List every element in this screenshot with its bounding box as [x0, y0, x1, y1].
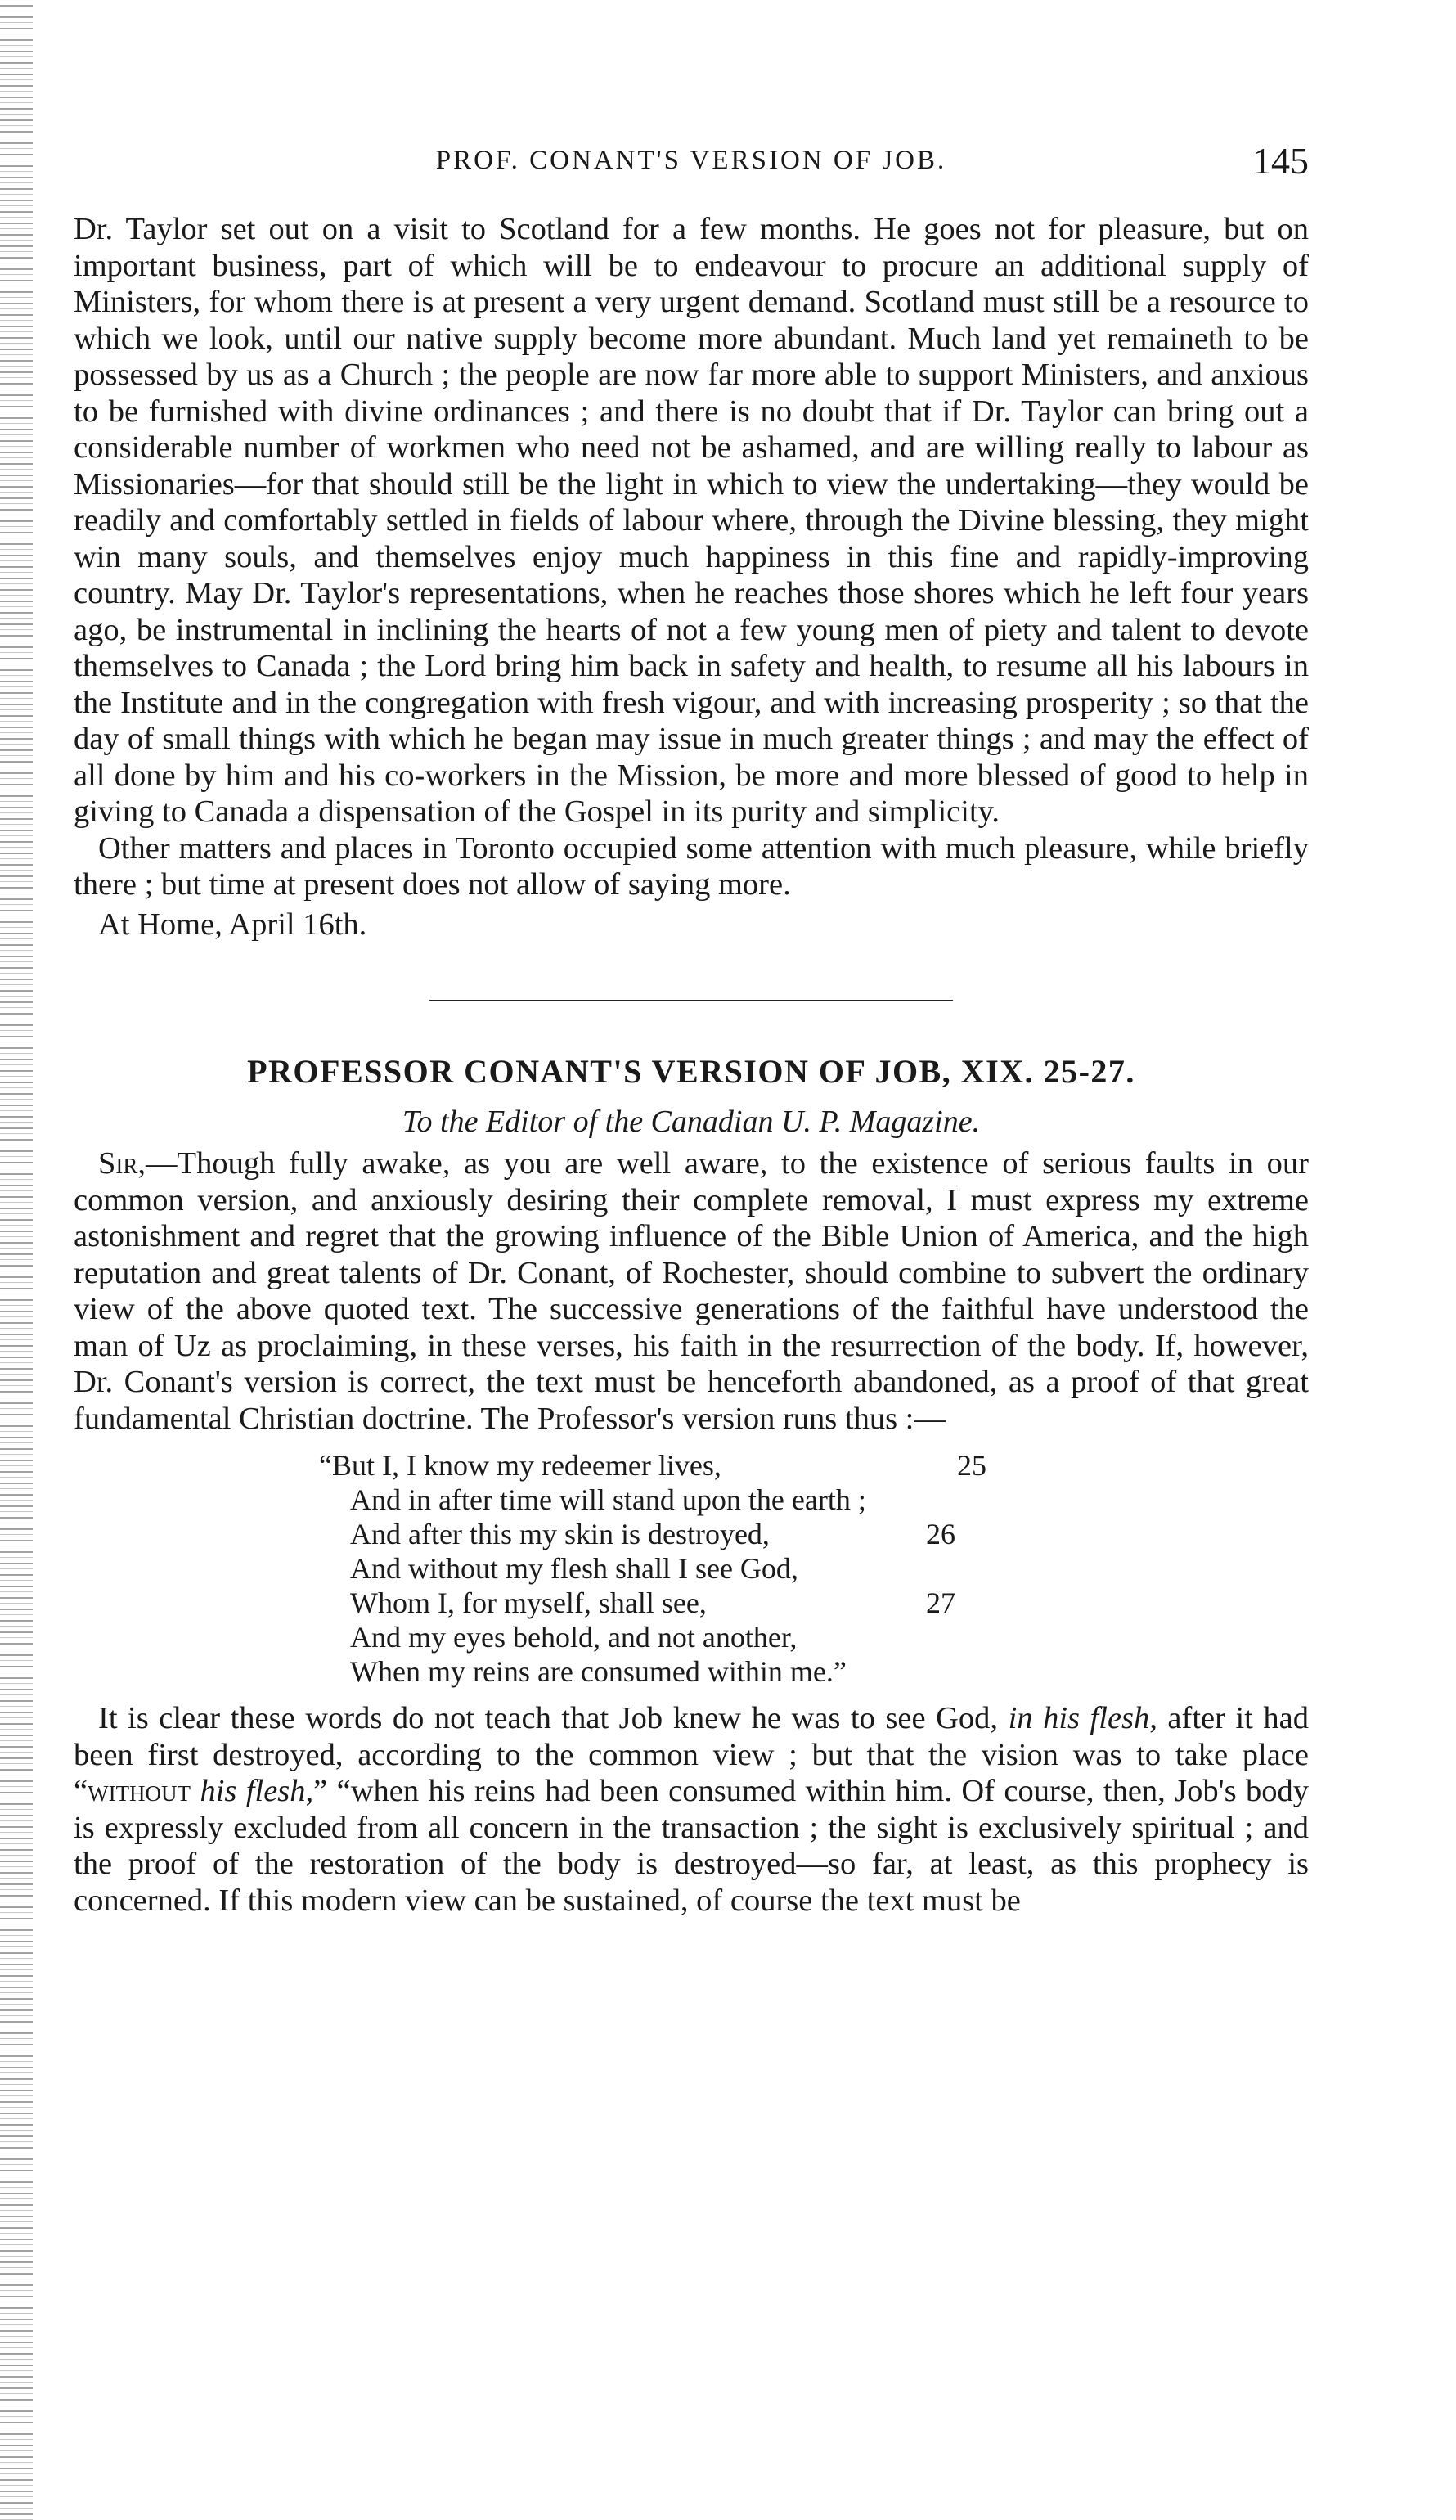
verse-line: When my reins are consumed within me.” [350, 1655, 847, 1688]
running-title: PROF. CONANT'S VERSION OF JOB. [435, 146, 947, 175]
paragraph: It is clear these words do not teach that Job knew he was to see God, in his flesh, after it had been first destroyed, according to the common view ; but that the vision was to take place “without his flesh,” “when his reins had been consumed within him. Of course, then, Job's body is expressly excluded from all concern in the transaction ; the sight is exclusively spiritual ; and the proof of the restoration of the body is destroyed—so far, at least, as this prophecy is concerned. If this modern view can be sustained, of course the text must be [74, 1701, 1310, 1918]
article-heading: PROFESSOR CONANT'S VERSION OF JOB, XIX. 25-27. [247, 1053, 1135, 1090]
letter-body [74, 1145, 1309, 1919]
paragraph: Other matters and places in Toronto occupied some attention with much pleasure, while briefly there ; but time at present does not allow of saying more. [74, 830, 1309, 902]
verse-number: 26 [926, 1518, 955, 1550]
article-continuation [74, 211, 1309, 943]
addressee: To the Editor of the Canadian U. P. Magazine. [402, 1105, 981, 1139]
page-number: 145 [1252, 140, 1309, 182]
section-divider [429, 1000, 953, 1001]
verse-line: And my eyes behold, and not another, [350, 1621, 798, 1654]
verse-line: And after this my skin is destroyed, 26 [350, 1518, 955, 1550]
page-binding-edge [0, 0, 33, 2520]
paragraph: Dr. Taylor set out on a visit to Scotland for a few months. He goes not for pleasure, but on important business, part of which will be to endeavour to procure an additional supply of Ministers, for whom there is at present a very urgent demand. Scotland must still be a resource to which we look, until our native supply become more abundant. Much land yet remaineth to be possessed by us as a Church ; the people are now far more able to support Ministers, and anxious to be furnished with divine ordinances ; and there is no doubt that if Dr. Taylor can bring out a considerable number of workmen who need not be ashamed, and are willing really to labour as Missionaries—for that should still be the light in which to view the undertaking—they would be readily and comfortably settled in fields of labour where, through the Divine blessing, they might win many souls, and themselves enjoy much happiness in this fine and rapidly-improving country. May Dr. Taylor's representations, when he reaches those shores which he left four years ago, be instrumental in inclining the hearts of not a few young men of piety and talent to devote themselves to Canada ; the Lord bring him back in safety and health, to resume all his labours in the Institute and in the congregation with fresh vigour, and with increasing prosperity ; so that the day of small things with which he began may issue in much greater things ; and may the effect of all done by him and his co-workers in the Mission, be more and more blessed of good to help in giving to Canada a dispensation of the Gospel in its purity and simplicity. [74, 212, 1309, 829]
paragraph-text: —Though fully awake, as you are well aware, to the existence of serious faults in our common version, and anxiously desiring their complete removal, I must express my extreme astonishment and regret that the growing influence of the Bible Union of America, and the high reputation and great talents of Dr. Conant, of Rochester, should combine to subvert the ordinary view of the above quoted text. The successive generations of the faithful have understood the man of Uz as proclaiming, in these verses, his faith in the resurrection of the body. If, however, Dr. Conant's version is correct, the text must be henceforth abandoned, as a proof of that great fundamental Christian doctrine. The Professor's version runs thus :— [74, 1146, 1309, 1436]
running-head [74, 139, 1309, 188]
verse-line: And in after time will stand upon the earth ; [350, 1483, 866, 1516]
dateline: At Home, April 16th. [98, 907, 367, 942]
quoted-verses [74, 1448, 1309, 1689]
salutation: Sir, [98, 1146, 146, 1181]
verse-line: And without my flesh shall I see God, [350, 1552, 798, 1585]
verse-line: “But I, I know my redeemer lives, 25 [319, 1449, 986, 1482]
paragraph [74, 1145, 1309, 1437]
verse-number: 25 [957, 1449, 986, 1482]
verse-line: Whom I, for myself, shall see, 27 [350, 1586, 955, 1619]
verse-number: 27 [926, 1586, 955, 1619]
book-page [74, 139, 1309, 1919]
